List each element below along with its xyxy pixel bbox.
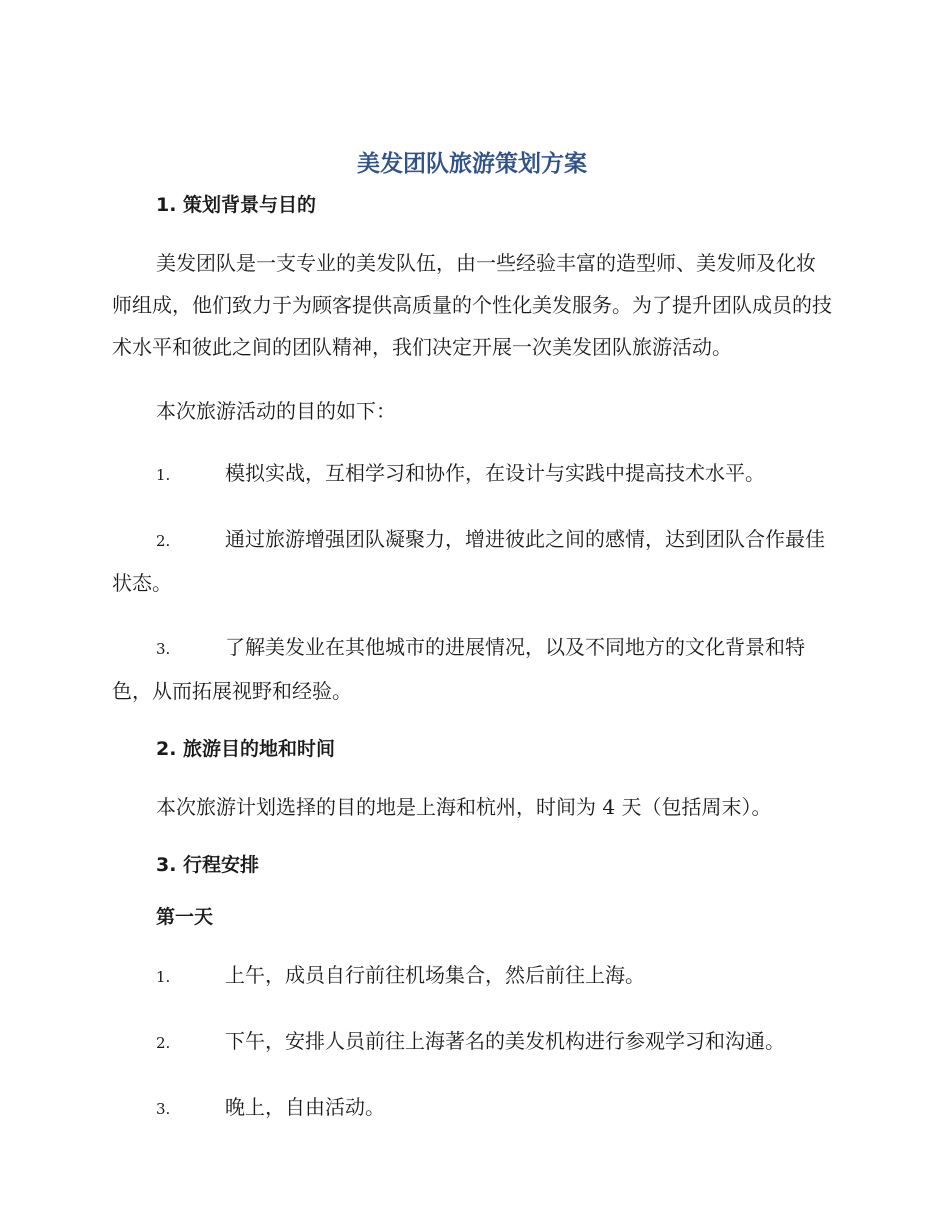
list-item-number: 1. xyxy=(156,466,171,484)
day-heading: 第一天 xyxy=(156,906,214,928)
paragraph-purpose-intro: 本次旅游活动的目的如下： xyxy=(156,399,396,423)
list-item-text: 模拟实战，互相学习和协作，在设计与实践中提高技术水平。 xyxy=(225,461,765,485)
section-heading-background: 1. 策划背景与目的 xyxy=(156,194,317,216)
list-item xyxy=(112,1086,832,1130)
list-item xyxy=(112,1020,832,1064)
paragraph-destination: 本次旅游计划选择的目的地是上海和杭州，时间为 4 天（包括周末）。 xyxy=(156,795,772,819)
list-item-number: 2. xyxy=(156,1034,171,1052)
list-item-number: 3. xyxy=(156,640,171,658)
list-item xyxy=(112,954,832,998)
list-item-number: 2. xyxy=(156,532,171,550)
section-heading-itinerary: 3. 行程安排 xyxy=(156,854,260,876)
list-item-number: 1. xyxy=(156,968,171,986)
list-item xyxy=(112,518,832,604)
document-title: 美发团队旅游策划方案 xyxy=(357,151,587,177)
list-item xyxy=(112,452,832,496)
list-item-text: 下午，安排人员前往上海著名的美发机构进行参观学习和沟通。 xyxy=(225,1029,785,1053)
list-item-text: 通过旅游增强团队凝聚力，增进彼此之间的感情，达到团队合作最佳状态。 xyxy=(112,527,825,595)
list-item-text: 上午，成员自行前往机场集合，然后前往上海。 xyxy=(225,963,645,987)
list-item-number: 3. xyxy=(156,1100,171,1118)
section-heading-destination: 2. 旅游目的地和时间 xyxy=(156,738,336,760)
paragraph-background: 美发团队是一支专业的美发队伍，由一些经验丰富的造型师、美发师及化妆师组成，他们致力于为顾客提供高质量的个性化美发服务。为了提升团队成员的技术水平和彼此之间的团队精神，我们决定开展一次美发团队旅游活动。 xyxy=(112,251,832,359)
list-item-text: 了解美发业在其他城市的进展情况，以及不同地方的文化背景和特色，从而拓展视野和经验。 xyxy=(112,635,805,703)
list-item xyxy=(112,626,832,712)
list-item-text: 晚上，自由活动。 xyxy=(225,1095,385,1119)
